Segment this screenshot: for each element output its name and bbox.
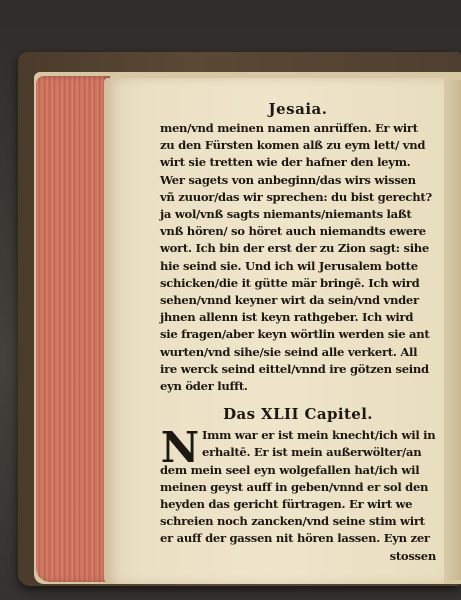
text-line: er auff der gassen nit hören lassen. Eyn zer [160, 531, 430, 546]
running-head: Jesaia. [268, 100, 328, 118]
text-line: dem mein seel eyn wolgefallen hat/ich wil [160, 462, 420, 477]
text-line: schicken/die it gütte mär bringē. Ich wird [160, 275, 420, 290]
text-line: wort. Ich bin der erst der zu Zion sagt: sihe [160, 241, 430, 256]
page-text [160, 100, 436, 565]
text-line: vñ zuuor/das wir sprechen: du bist gerecht? [160, 189, 432, 204]
text-line: ja wol/vnß sagts niemants/niemants laßt [160, 207, 412, 222]
drop-cap: N [160, 423, 200, 473]
text-block-bottom [160, 423, 436, 565]
text-line: Wer sagets von anbeginn/das wirs wissen [160, 172, 416, 187]
text-line: meinen geyst auff in geben/vnnd er sol den [160, 479, 429, 494]
text-block-top [160, 120, 436, 395]
chapter-heading: Das XLII Capitel. [223, 405, 373, 424]
text-line: sehen/vnnd keyner wirt da sein/vnd vnder [160, 293, 419, 308]
text-line: sie fragen/aber keyn wörtlin werden sie ant [160, 327, 430, 342]
text-line: schreien noch zancken/vnd seine stim wirt [160, 514, 425, 529]
text-line: eyn öder lufft. [160, 379, 248, 394]
text-line: hie seind sie. Und ich wil Jerusalem botte [160, 258, 418, 273]
text-line: wirt sie tretten wie der hafner den leym. [160, 155, 411, 170]
text-line: erhaltē. Er ist mein außerwölter/an [202, 445, 422, 460]
text-line: men/vnd meinen namen anrüffen. Er wirt [160, 121, 418, 135]
text-line: vnß hören/ so höret auch niemandts ewere [160, 224, 426, 239]
text-line: zu den Fürsten komen alß zu eym lett/ vnd [160, 138, 426, 153]
catchword: stossen [389, 548, 436, 563]
text-line: ire werck seind eittel/vnnd ire götzen seind [160, 361, 429, 376]
text-line: wurten/vnd sihe/sie seind alle verkert. All [160, 344, 418, 359]
facing-page-edge [444, 80, 461, 580]
page-edges [36, 76, 110, 582]
text-line: heyden das gericht fürtragen. Er wirt we [160, 497, 413, 512]
text-line: jhnen allenn ist keyn rathgeber. Ich wird [160, 310, 414, 325]
text-line: Imm war er ist mein knecht/ich wil in [202, 428, 436, 443]
